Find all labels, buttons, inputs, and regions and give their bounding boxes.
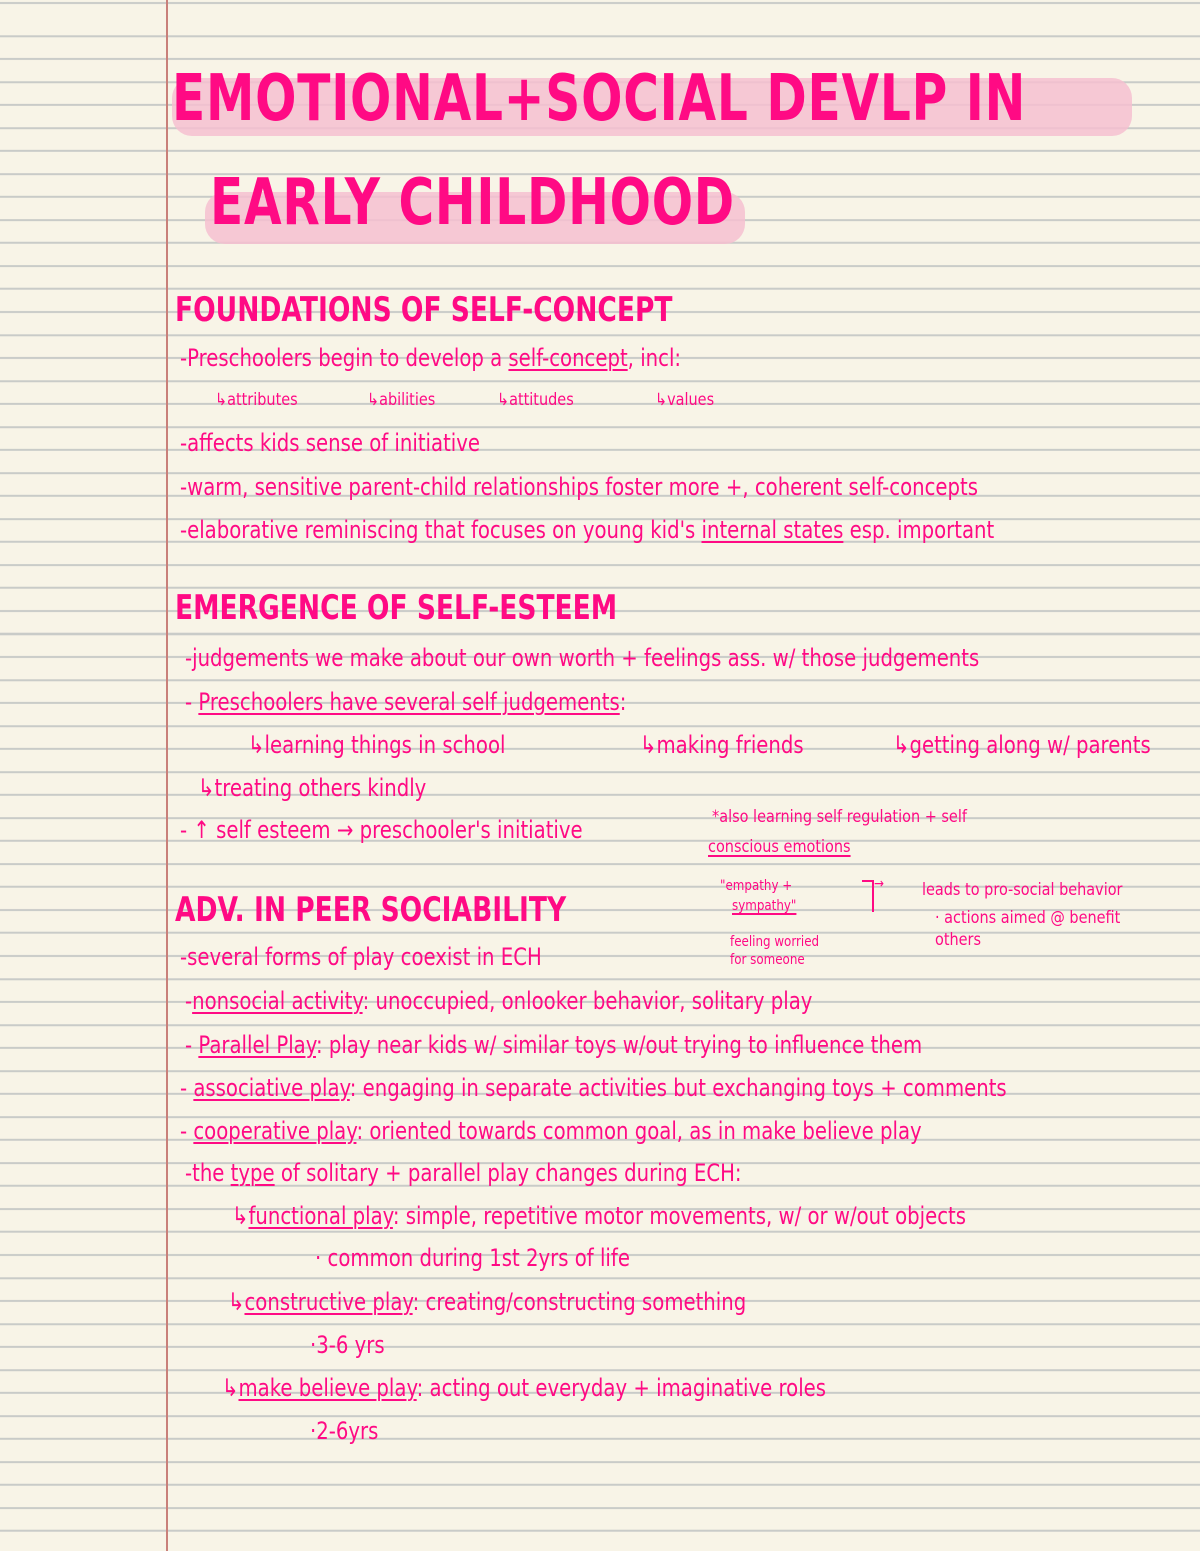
side-note: *also learning self regulation + self [712, 807, 967, 827]
sub-note: ·2-6yrs [310, 1417, 379, 1445]
sub-item: ↳values [655, 390, 715, 410]
note-text: - [185, 688, 199, 716]
side-note: others [935, 930, 982, 950]
sub-item [232, 1201, 966, 1231]
note-line [185, 687, 626, 717]
term: Parallel Play [198, 1031, 316, 1059]
sub-item: ↳making friends [640, 731, 804, 759]
sub-item: ↳abilities [367, 390, 436, 410]
dash: - [185, 1031, 199, 1059]
note-text: -Preschoolers begin to develop a [180, 344, 509, 372]
note-line [180, 343, 681, 373]
sub-item: ↳treating others kindly [198, 774, 427, 802]
term: associative play [193, 1074, 350, 1102]
sub-item: ↳attitudes [497, 390, 574, 410]
term: type [230, 1159, 275, 1187]
sub-item: ↳learning things in school [248, 731, 506, 759]
sub-item: ↳attributes [215, 390, 298, 410]
term: make believe play [238, 1374, 417, 1402]
heading-self-esteem: EMERGENCE OF SELF-ESTEEM [175, 588, 618, 628]
dash: - [180, 1074, 194, 1102]
sub-note: · common during 1st 2yrs of life [315, 1244, 630, 1272]
side-note: feeling worried [730, 934, 820, 950]
arrow-icon: ↳ [222, 1374, 239, 1402]
page-title-line2: EARLY CHILDHOOD [210, 166, 735, 240]
note-line [185, 986, 812, 1016]
note-text: : engaging in separate activities but exchanging toys + comments [349, 1074, 1007, 1102]
term: cooperative play [193, 1117, 357, 1145]
note-line [185, 1030, 922, 1060]
note-text: , incl: [627, 344, 682, 372]
side-note: leads to pro-social behavior [922, 880, 1123, 900]
note-text: : creating/constructing something [412, 1288, 747, 1316]
note-line: -warm, sensitive parent-child relationships foster more +, coherent self-concepts [180, 473, 979, 501]
note-text: : acting out everyday + imaginative roles [416, 1374, 827, 1402]
note-text: : [619, 688, 627, 716]
note-text: : play near kids w/ similar toys w/out trying to influence them [315, 1031, 923, 1059]
dash: - [180, 1117, 194, 1145]
dash: - [185, 987, 193, 1015]
term: constructive play [244, 1288, 413, 1316]
side-note: for someone [730, 952, 805, 968]
arrow-icon: ↳ [228, 1288, 245, 1316]
term: nonsocial activity [192, 987, 363, 1015]
sub-item [222, 1373, 826, 1403]
arrow-icon: → [874, 876, 884, 892]
note-line: - ↑ self esteem → preschooler's initiative [180, 816, 583, 844]
note-text: -the [185, 1159, 231, 1187]
bracket [862, 880, 874, 912]
term: functional play [248, 1202, 393, 1230]
note-line [180, 1116, 922, 1146]
heading-self-concept: FOUNDATIONS OF SELF-CONCEPT [175, 290, 673, 330]
arrow-icon: ↳ [232, 1202, 249, 1230]
side-note: · actions aimed @ benefit [935, 908, 1121, 928]
page-title: EMOTIONAL+SOCIAL DEVLP IN [172, 62, 1027, 136]
note-line: -affects kids sense of initiative [180, 429, 481, 457]
note-text: esp. important [843, 516, 995, 544]
side-note: "empathy + [720, 878, 793, 894]
note-line: -several forms of play coexist in ECH [180, 943, 542, 971]
sub-item [228, 1287, 746, 1317]
note-text: : simple, repetitive motor movements, w/ or w/out objects [392, 1202, 967, 1230]
sub-item: ↳getting along w/ parents [893, 731, 1151, 759]
note-line [180, 1073, 1007, 1103]
side-note: conscious emotions [708, 837, 851, 857]
note-line [185, 1158, 742, 1188]
note-text: -elaborative reminiscing that focuses on young kid's [180, 516, 702, 544]
note-text: : unoccupied, onlooker behavior, solitary play [362, 987, 813, 1015]
term: self-concept [508, 344, 628, 372]
side-note: sympathy" [732, 898, 797, 914]
note-line [180, 515, 994, 545]
term: Preschoolers have several self judgements [198, 688, 620, 716]
note-text: of solitary + parallel play changes during ECH: [274, 1159, 742, 1187]
margin-line [166, 0, 168, 1551]
note-text: : oriented towards common goal, as in make believe play [356, 1117, 922, 1145]
sub-note: ·3-6 yrs [310, 1331, 385, 1359]
note-line: -judgements we make about our own worth + feelings ass. w/ those judgements [185, 644, 980, 672]
heading-peer-sociability: ADV. IN PEER SOCIABILITY [175, 890, 567, 930]
term: internal states [701, 516, 844, 544]
